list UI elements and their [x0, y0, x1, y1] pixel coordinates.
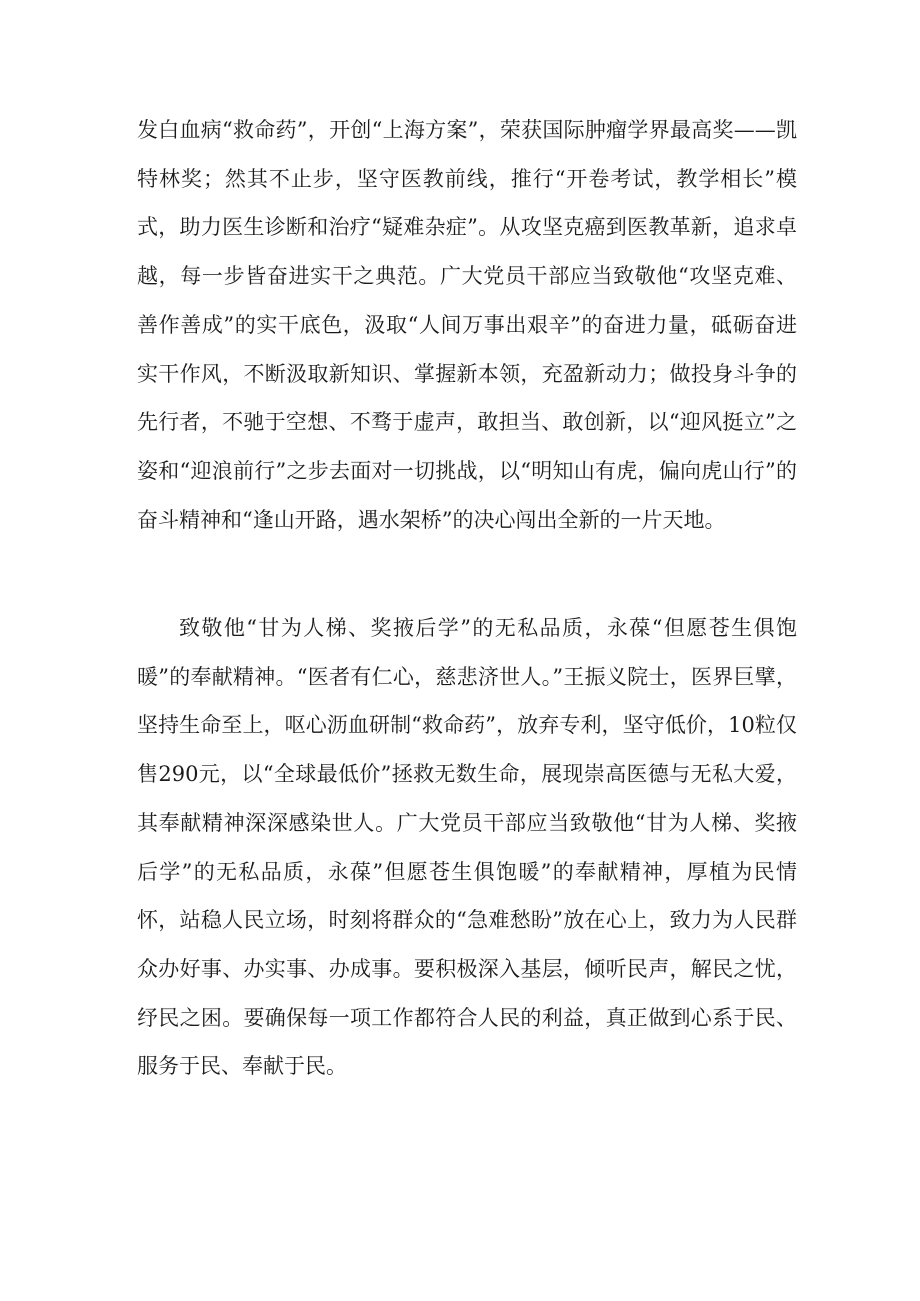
paragraph-1	[137, 106, 797, 544]
paragraph-2-text: 致敬他“甘为人梯、奖掖后学”的无私品质，永葆“但愿苍生俱饱暖”的奉献精神。“医者有仁心，慈悲济世人。”王振义院士，医界巨擘，坚持生命至上，呕心沥血研制“救命药”，放弃专利，坚守低价，10粒仅售290元，以“全球最低价”拯救无数生命，展现崇高医德与无私大爱，其奉献精神深深感染世人。广大党员干部应当致敬他“甘为人梯、奖掖后学”的无私品质，永葆”但愿苍生俱饱暖”的奉献精神，厚植为民情怀，站稳人民立场，时刻将群众的“急难愁盼”放在心上，致力为人民群众办好事、办实事、办成事。要积极深入基层，倾听民声，解民之忧，纾民之困。要确保每一项工作都符合人民的利益，真正做到心系于民、服务于民、奉献于民。	[137, 616, 797, 1079]
paragraph-1-text: 发白血病“救命药”，开创“上海方案”，荣获国际肿瘤学界最高奖——凯特林奖；然其不止步，坚守医教前线，推行“开卷考试，教学相长”模式，助力医生诊断和治疗“疑难杂症”。从攻坚克癌到医教革新，追求卓越，每一步皆奋进实干之典范。广大党员干部应当致敬他“攻坚克难、善作善成”的实干底色，汲取“人间万事出艰辛”的奋进力量，砥砺奋进实干作风，不断汲取新知识、掌握新本领，充盈新动力；做投身斗争的先行者，不驰于空想、不骛于虚声，敢担当、敢创新，以“迎风挺立”之姿和“迎浪前行”之步去面对一切挑战，以“明知山有虎，偏向虎山行”的奋斗精神和“逢山开路，遇水架桥”的决心闯出全新的一片天地。	[137, 118, 797, 532]
paragraph-2	[137, 604, 797, 1091]
